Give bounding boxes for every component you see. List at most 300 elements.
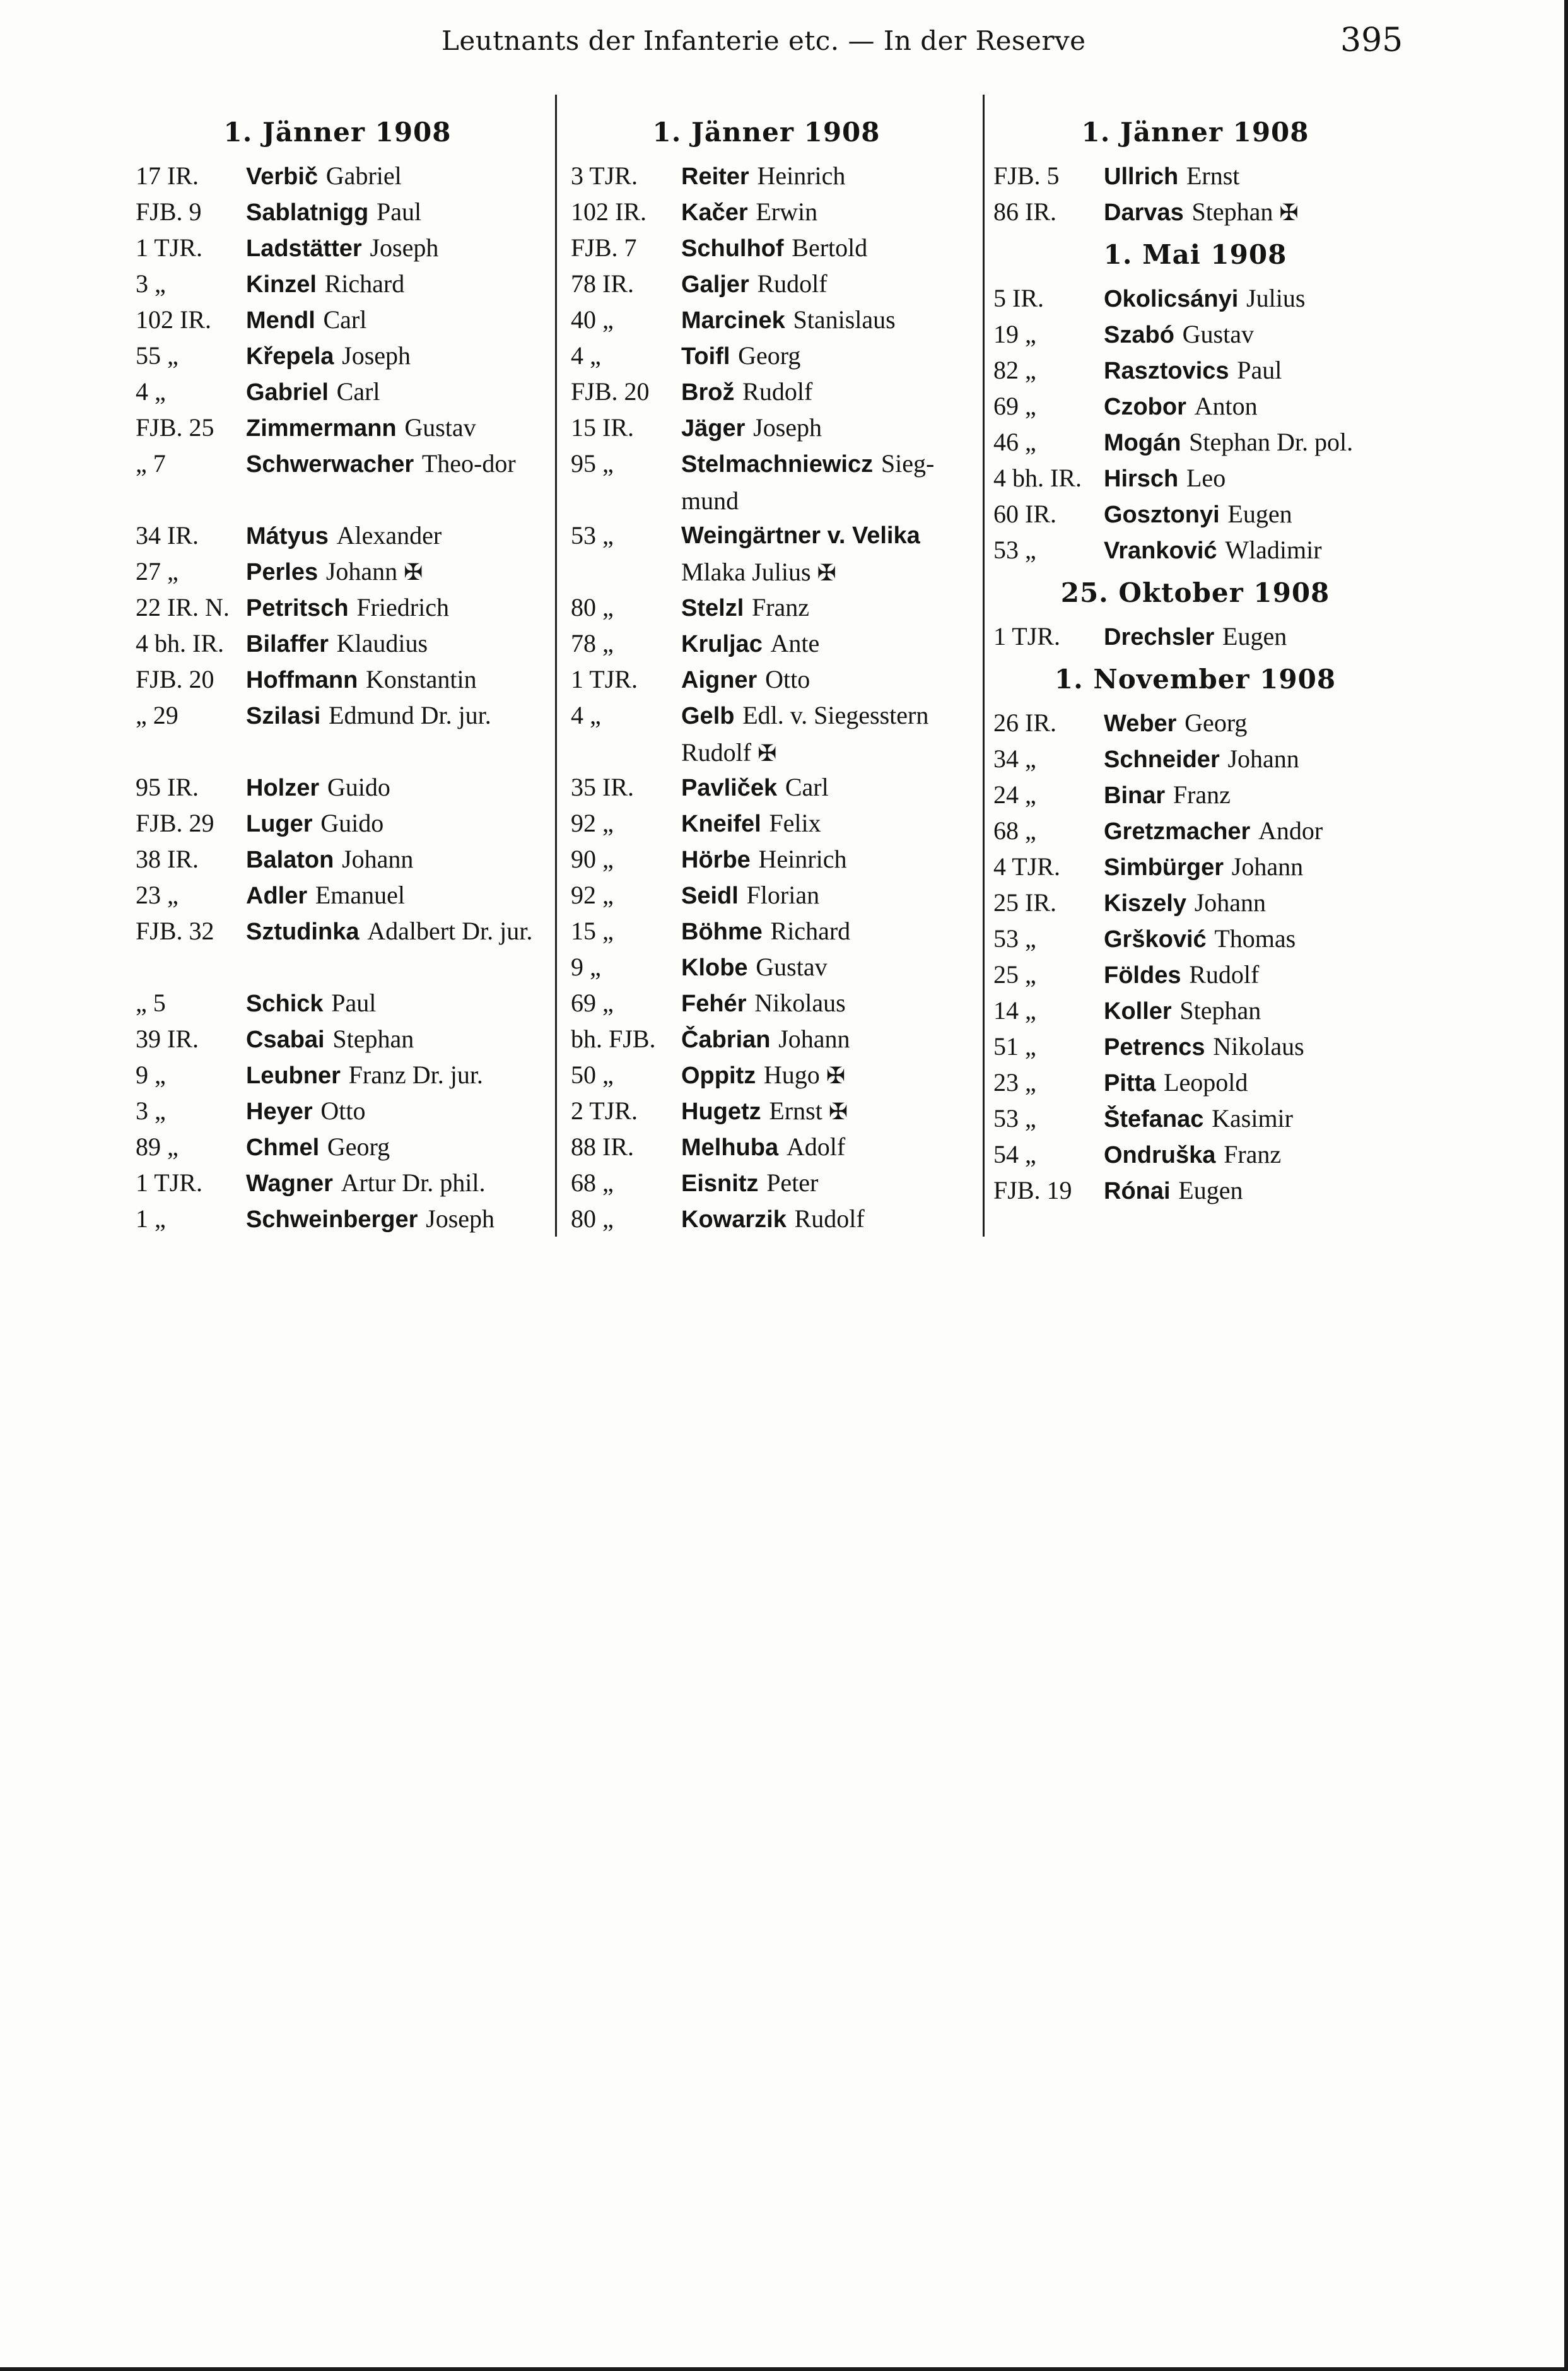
unit-label: 14 „ bbox=[993, 996, 1036, 1025]
surname: Jäger bbox=[681, 415, 746, 442]
unit-label: 4 „ bbox=[136, 377, 166, 406]
roster-entry bbox=[571, 805, 962, 841]
unit-label: FJB. 32 bbox=[136, 917, 214, 945]
given-name: Joseph bbox=[753, 413, 822, 442]
officer-name bbox=[1104, 921, 1397, 956]
officer-name bbox=[1104, 992, 1397, 1028]
unit-label: FJB. 29 bbox=[136, 809, 214, 837]
officer-name bbox=[1104, 352, 1397, 388]
unit-label: 17 IR. bbox=[136, 162, 199, 190]
unit-label: „ 7 bbox=[136, 449, 166, 478]
column-divider bbox=[983, 95, 985, 1237]
surname: Melhuba bbox=[681, 1134, 779, 1161]
unit-label: FJB. 9 bbox=[136, 197, 202, 226]
surname: Holzer bbox=[246, 775, 320, 801]
given-name: Franz bbox=[1224, 1140, 1282, 1168]
roster-entry bbox=[136, 661, 539, 697]
unit-label: 15 „ bbox=[571, 917, 614, 945]
officer-name bbox=[681, 1201, 962, 1237]
given-name: Georg bbox=[738, 341, 801, 370]
unit-label: „ 5 bbox=[136, 989, 166, 1017]
unit-label: 82 „ bbox=[993, 356, 1036, 384]
officer-name bbox=[1104, 1100, 1397, 1136]
unit-label: 53 „ bbox=[993, 536, 1036, 564]
roster-entry bbox=[136, 266, 539, 302]
given-name: Edmund Dr. jur. bbox=[329, 701, 491, 729]
roster-entry bbox=[993, 194, 1397, 230]
roster-entry bbox=[136, 517, 539, 553]
roster-entry bbox=[993, 705, 1397, 741]
unit-label: 102 IR. bbox=[136, 305, 211, 334]
given-name: Joseph bbox=[370, 233, 439, 262]
unit-label: 4 bh. IR. bbox=[993, 464, 1082, 492]
roster-entry bbox=[571, 302, 962, 338]
surname: Mendl bbox=[246, 307, 315, 334]
roster-entry bbox=[993, 849, 1397, 885]
roster-entry bbox=[993, 496, 1397, 532]
roster-entry bbox=[136, 158, 539, 194]
roster-entry bbox=[136, 409, 539, 445]
surname: Perles bbox=[246, 559, 319, 585]
officer-name bbox=[681, 517, 962, 589]
officer-name bbox=[681, 302, 962, 338]
given-name: Otto bbox=[765, 665, 810, 693]
given-name: Peter bbox=[766, 1168, 819, 1197]
officer-name bbox=[681, 985, 962, 1021]
given-name: Rudolf bbox=[794, 1204, 865, 1233]
unit-label: 54 „ bbox=[993, 1140, 1036, 1168]
officer-name bbox=[1104, 194, 1397, 230]
unit-label: 95 „ bbox=[571, 449, 614, 478]
officer-name bbox=[681, 1057, 962, 1093]
roster-entry bbox=[993, 1100, 1397, 1136]
officer-name bbox=[681, 769, 962, 805]
given-name: Emanuel bbox=[315, 881, 406, 909]
surname: Vranković bbox=[1104, 538, 1217, 564]
officer-name bbox=[246, 409, 539, 445]
officer-name bbox=[1104, 388, 1397, 424]
unit-label: 3 TJR. bbox=[571, 162, 638, 190]
given-name: Erwin bbox=[756, 197, 818, 226]
unit-label: 80 „ bbox=[571, 1204, 614, 1233]
given-name: Otto bbox=[320, 1097, 366, 1125]
roster-entry bbox=[136, 985, 539, 1021]
officer-name bbox=[246, 877, 539, 913]
surname: Fehér bbox=[681, 991, 747, 1017]
unit-label: 1 TJR. bbox=[571, 665, 638, 693]
section-heading: 1. Jänner 1908 bbox=[223, 117, 452, 148]
given-name: Ernst bbox=[769, 1097, 822, 1125]
surname: Gabriel bbox=[246, 379, 329, 406]
surname: Oppitz bbox=[681, 1062, 756, 1089]
surname: Kiszely bbox=[1104, 890, 1186, 917]
unit-label: 1 TJR. bbox=[136, 1168, 202, 1197]
roster-entry bbox=[136, 1201, 539, 1237]
officer-name bbox=[246, 1093, 539, 1129]
surname: Pitta bbox=[1104, 1070, 1156, 1097]
roster-entry bbox=[136, 913, 539, 985]
surname: Sablatnigg bbox=[246, 199, 369, 226]
given-name: Paul bbox=[331, 989, 377, 1017]
unit-label: 22 IR. N. bbox=[136, 593, 230, 621]
surname: Stelzl bbox=[681, 595, 744, 621]
officer-name bbox=[1104, 316, 1397, 352]
officer-name bbox=[246, 661, 539, 697]
officer-name bbox=[1104, 885, 1397, 921]
unit-label: 5 IR. bbox=[993, 284, 1044, 312]
cross-icon: ✠ bbox=[828, 1099, 848, 1125]
given-name: Gustav bbox=[1182, 320, 1254, 348]
roster-entry bbox=[571, 625, 962, 661]
given-name: Ante bbox=[770, 629, 820, 657]
unit-label: 95 IR. bbox=[136, 773, 199, 801]
roster-entry bbox=[571, 1201, 962, 1237]
unit-label: 89 „ bbox=[136, 1133, 178, 1161]
given-name: Rudolf bbox=[757, 269, 828, 298]
surname: Leubner bbox=[246, 1062, 341, 1089]
unit-label: 50 „ bbox=[571, 1061, 614, 1089]
surname: Kruljac bbox=[681, 631, 763, 657]
roster-entry bbox=[571, 877, 962, 913]
roster-entry bbox=[993, 352, 1397, 388]
surname: Földes bbox=[1104, 962, 1181, 989]
officer-name bbox=[1104, 956, 1397, 992]
officer-name bbox=[1104, 424, 1397, 460]
surname: Galjer bbox=[681, 271, 749, 298]
roster-entry bbox=[993, 885, 1397, 921]
section-heading: 1. November 1908 bbox=[1054, 664, 1337, 695]
officer-name bbox=[246, 194, 539, 230]
unit-label: 88 IR. bbox=[571, 1133, 634, 1161]
surname: Hoffmann bbox=[246, 667, 358, 693]
roster-entry bbox=[571, 374, 962, 409]
roster-entry bbox=[993, 532, 1397, 568]
column-3 bbox=[993, 107, 1397, 1208]
surname: Balaton bbox=[246, 847, 334, 873]
officer-name bbox=[1104, 280, 1397, 316]
surname: Drechsler bbox=[1104, 624, 1215, 650]
given-name: Johann bbox=[1231, 852, 1304, 881]
roster-entry bbox=[571, 1165, 962, 1201]
roster-entry bbox=[571, 589, 962, 625]
officer-name bbox=[1104, 741, 1397, 777]
section-heading: 1. Jänner 1908 bbox=[1081, 117, 1309, 148]
unit-label: FJB. 7 bbox=[571, 233, 637, 262]
roster-entry bbox=[136, 1021, 539, 1057]
given-name: Artur Dr. phil. bbox=[341, 1168, 486, 1197]
cross-icon: ✠ bbox=[817, 560, 836, 586]
unit-label: 68 „ bbox=[571, 1168, 614, 1197]
officer-name bbox=[246, 266, 539, 302]
surname: Sztudinka bbox=[246, 919, 360, 945]
officer-name bbox=[246, 1201, 539, 1237]
given-name: Stanislaus bbox=[793, 305, 896, 334]
unit-label: FJB. 25 bbox=[136, 413, 214, 442]
roster-entry bbox=[136, 769, 539, 805]
surname: Eisnitz bbox=[681, 1170, 759, 1197]
given-name: Stephan bbox=[332, 1025, 414, 1053]
surname: Pavliček bbox=[681, 775, 778, 801]
given-name: Leopold bbox=[1164, 1068, 1248, 1097]
given-name: Georg bbox=[1185, 709, 1248, 737]
unit-label: 27 „ bbox=[136, 557, 178, 585]
column-divider bbox=[555, 95, 557, 1237]
unit-label: 23 „ bbox=[136, 881, 178, 909]
officer-name bbox=[681, 697, 962, 769]
roster-entry bbox=[571, 661, 962, 697]
roster-entry bbox=[136, 877, 539, 913]
roster-entry bbox=[571, 158, 962, 194]
officer-name bbox=[681, 949, 962, 985]
roster-entry bbox=[136, 553, 539, 589]
officer-name bbox=[246, 1129, 539, 1165]
roster-entry bbox=[993, 460, 1397, 496]
unit-label: 68 „ bbox=[993, 816, 1036, 845]
unit-label: FJB. 19 bbox=[993, 1176, 1072, 1204]
given-name: Guido bbox=[320, 809, 384, 837]
given-name: Johann bbox=[342, 845, 414, 873]
surname: Böhme bbox=[681, 919, 763, 945]
roster-entry bbox=[571, 697, 962, 769]
given-name: Bertold bbox=[792, 233, 868, 262]
roster-entry bbox=[571, 266, 962, 302]
surname: Schneider bbox=[1104, 746, 1220, 773]
surname: Darvas bbox=[1104, 199, 1184, 226]
unit-label: 69 „ bbox=[571, 989, 614, 1017]
officer-name bbox=[246, 1057, 539, 1093]
given-name: Guido bbox=[327, 773, 390, 801]
officer-name bbox=[246, 985, 539, 1021]
given-name: Felix bbox=[769, 809, 821, 837]
section-heading: 1. Jänner 1908 bbox=[652, 117, 881, 148]
officer-name bbox=[1104, 777, 1397, 813]
surname: Szabó bbox=[1104, 322, 1174, 348]
roster-entry bbox=[993, 921, 1397, 956]
surname: Szilasi bbox=[246, 703, 321, 729]
given-name: Julius bbox=[1246, 284, 1306, 312]
given-name: Franz bbox=[1173, 780, 1231, 809]
cross-icon: ✠ bbox=[758, 741, 777, 767]
surname: Petritsch bbox=[246, 595, 349, 621]
officer-name bbox=[1104, 460, 1397, 496]
given-name: Stephan bbox=[1179, 996, 1261, 1025]
roster-entry bbox=[571, 1057, 962, 1093]
roster-entry bbox=[571, 913, 962, 949]
cross-icon: ✠ bbox=[826, 1063, 845, 1089]
surname: Kinzel bbox=[246, 271, 317, 298]
unit-label: FJB. 5 bbox=[993, 162, 1060, 190]
officer-name bbox=[246, 697, 539, 769]
unit-label: FJB. 20 bbox=[136, 665, 214, 693]
roster-entry bbox=[136, 302, 539, 338]
given-name: Eugen bbox=[1222, 622, 1287, 650]
unit-label: FJB. 20 bbox=[571, 377, 650, 406]
officer-name bbox=[246, 841, 539, 877]
officer-name bbox=[681, 374, 962, 409]
roster-entry bbox=[571, 194, 962, 230]
officer-name bbox=[246, 1165, 539, 1201]
officer-name bbox=[1104, 496, 1397, 532]
officer-name bbox=[681, 409, 962, 445]
surname: Reiter bbox=[681, 163, 749, 190]
unit-label: 40 „ bbox=[571, 305, 614, 334]
given-name: Leo bbox=[1186, 464, 1226, 492]
officer-name bbox=[681, 1021, 962, 1057]
surname: Ladstätter bbox=[246, 235, 362, 262]
roster-entry bbox=[136, 230, 539, 266]
roster-entry bbox=[571, 517, 962, 589]
roster-entry bbox=[993, 992, 1397, 1028]
roster-entry bbox=[571, 1021, 962, 1057]
running-title: Leutnants der Infanterie etc. — In der Reserve bbox=[442, 25, 1086, 56]
surname: Aigner bbox=[681, 667, 758, 693]
surname: Wagner bbox=[246, 1170, 333, 1197]
surname: Okolicsányi bbox=[1104, 286, 1239, 312]
unit-label: 24 „ bbox=[993, 780, 1036, 809]
officer-name bbox=[681, 1093, 962, 1129]
surname: Hirsch bbox=[1104, 466, 1179, 492]
given-name: Konstantin bbox=[366, 665, 477, 693]
surname: Gretzmacher bbox=[1104, 818, 1251, 845]
officer-name bbox=[1104, 813, 1397, 849]
officer-name bbox=[681, 445, 962, 517]
given-name: Paul bbox=[376, 197, 422, 226]
surname: Schulhof bbox=[681, 235, 784, 262]
officer-name bbox=[1104, 1136, 1397, 1172]
surname: Klobe bbox=[681, 955, 748, 981]
officer-name bbox=[1104, 705, 1397, 741]
officer-name bbox=[681, 1129, 962, 1165]
unit-label: „ 29 bbox=[136, 701, 178, 729]
given-name: Sieg-mund bbox=[681, 449, 935, 515]
given-name: Johann bbox=[325, 557, 398, 585]
officer-name bbox=[681, 913, 962, 949]
roster-entry bbox=[571, 841, 962, 877]
roster-entry bbox=[136, 374, 539, 409]
roster-entry bbox=[136, 625, 539, 661]
surname: Adler bbox=[246, 883, 308, 909]
officer-name bbox=[246, 445, 539, 517]
unit-label: 51 „ bbox=[993, 1032, 1036, 1061]
given-name: Rudolf bbox=[742, 377, 813, 406]
given-name: Johann bbox=[778, 1025, 850, 1053]
unit-label: 60 IR. bbox=[993, 500, 1056, 528]
given-name: Mlaka Julius bbox=[681, 558, 811, 586]
surname: Bilaffer bbox=[246, 631, 329, 657]
officer-name bbox=[1104, 618, 1397, 654]
column-1 bbox=[136, 107, 539, 1237]
officer-name bbox=[1104, 1172, 1397, 1208]
roster-entry bbox=[993, 813, 1397, 849]
officer-name bbox=[246, 338, 539, 374]
given-name: Adalbert Dr. jur. bbox=[367, 917, 533, 945]
officer-name bbox=[1104, 532, 1397, 568]
given-name: Wladimir bbox=[1225, 536, 1322, 564]
surname: Csabai bbox=[246, 1027, 325, 1053]
surname: Křepela bbox=[246, 343, 334, 370]
given-name: Edl. v. Siegesstern Rudolf bbox=[681, 701, 929, 767]
surname: Czobor bbox=[1104, 394, 1186, 420]
surname: Koller bbox=[1104, 998, 1172, 1025]
officer-name bbox=[1104, 849, 1397, 885]
officer-name bbox=[246, 553, 539, 589]
surname: Schick bbox=[246, 991, 324, 1017]
officer-name bbox=[246, 625, 539, 661]
officer-name bbox=[681, 338, 962, 374]
surname: Verbič bbox=[246, 163, 319, 190]
roster-entry bbox=[993, 956, 1397, 992]
roster-entry bbox=[993, 158, 1397, 194]
surname: Hugetz bbox=[681, 1098, 761, 1125]
given-name: Eugen bbox=[1227, 500, 1292, 528]
surname: Toifl bbox=[681, 343, 730, 370]
officer-name bbox=[246, 589, 539, 625]
given-name: Franz bbox=[751, 593, 810, 621]
surname: Mogán bbox=[1104, 430, 1181, 456]
given-name: Carl bbox=[336, 377, 380, 406]
unit-label: 19 „ bbox=[993, 320, 1036, 348]
surname: Rónai bbox=[1104, 1178, 1171, 1204]
unit-label: 2 TJR. bbox=[571, 1097, 638, 1125]
given-name: Heinrich bbox=[758, 845, 847, 873]
unit-label: 53 „ bbox=[993, 924, 1036, 953]
roster-entry bbox=[136, 1093, 539, 1129]
officer-name bbox=[246, 158, 539, 194]
roster-entry bbox=[136, 338, 539, 374]
given-name: Carl bbox=[323, 305, 367, 334]
unit-label: 90 „ bbox=[571, 845, 614, 873]
given-name: Joseph bbox=[342, 341, 411, 370]
given-name: Paul bbox=[1237, 356, 1282, 384]
roster-entry bbox=[136, 805, 539, 841]
officer-name bbox=[681, 877, 962, 913]
unit-label: 34 „ bbox=[993, 744, 1036, 773]
given-name: Klaudius bbox=[336, 629, 428, 657]
roster-entry bbox=[571, 230, 962, 266]
surname: Kneifel bbox=[681, 811, 761, 837]
section-heading: 1. Mai 1908 bbox=[1103, 239, 1287, 270]
surname: Mátyus bbox=[246, 523, 329, 550]
given-name: Gabriel bbox=[325, 162, 402, 190]
unit-label: 92 „ bbox=[571, 881, 614, 909]
unit-label: 78 „ bbox=[571, 629, 614, 657]
roster-entry bbox=[993, 1028, 1397, 1064]
unit-label: 1 TJR. bbox=[136, 233, 202, 262]
officer-name bbox=[681, 589, 962, 625]
given-name: Carl bbox=[785, 773, 829, 801]
roster-entry bbox=[136, 194, 539, 230]
roster-entry bbox=[136, 1057, 539, 1093]
unit-label: 26 IR. bbox=[993, 709, 1056, 737]
given-name: Johann bbox=[1227, 744, 1299, 773]
roster-entry bbox=[571, 985, 962, 1021]
officer-name bbox=[681, 625, 962, 661]
roster-entry bbox=[136, 697, 539, 769]
officer-name bbox=[246, 913, 539, 985]
unit-label: 4 „ bbox=[571, 701, 601, 729]
officer-name bbox=[681, 266, 962, 302]
unit-label: 25 IR. bbox=[993, 888, 1056, 917]
unit-label: 46 „ bbox=[993, 428, 1036, 456]
officer-name bbox=[681, 661, 962, 697]
officer-name bbox=[246, 1021, 539, 1057]
unit-label: 4 „ bbox=[571, 341, 601, 370]
surname: Štefanac bbox=[1104, 1106, 1204, 1133]
given-name: Thomas bbox=[1214, 924, 1296, 953]
officer-name bbox=[246, 302, 539, 338]
given-name: Stephan Dr. pol. bbox=[1189, 428, 1354, 456]
given-name: Florian bbox=[746, 881, 820, 909]
